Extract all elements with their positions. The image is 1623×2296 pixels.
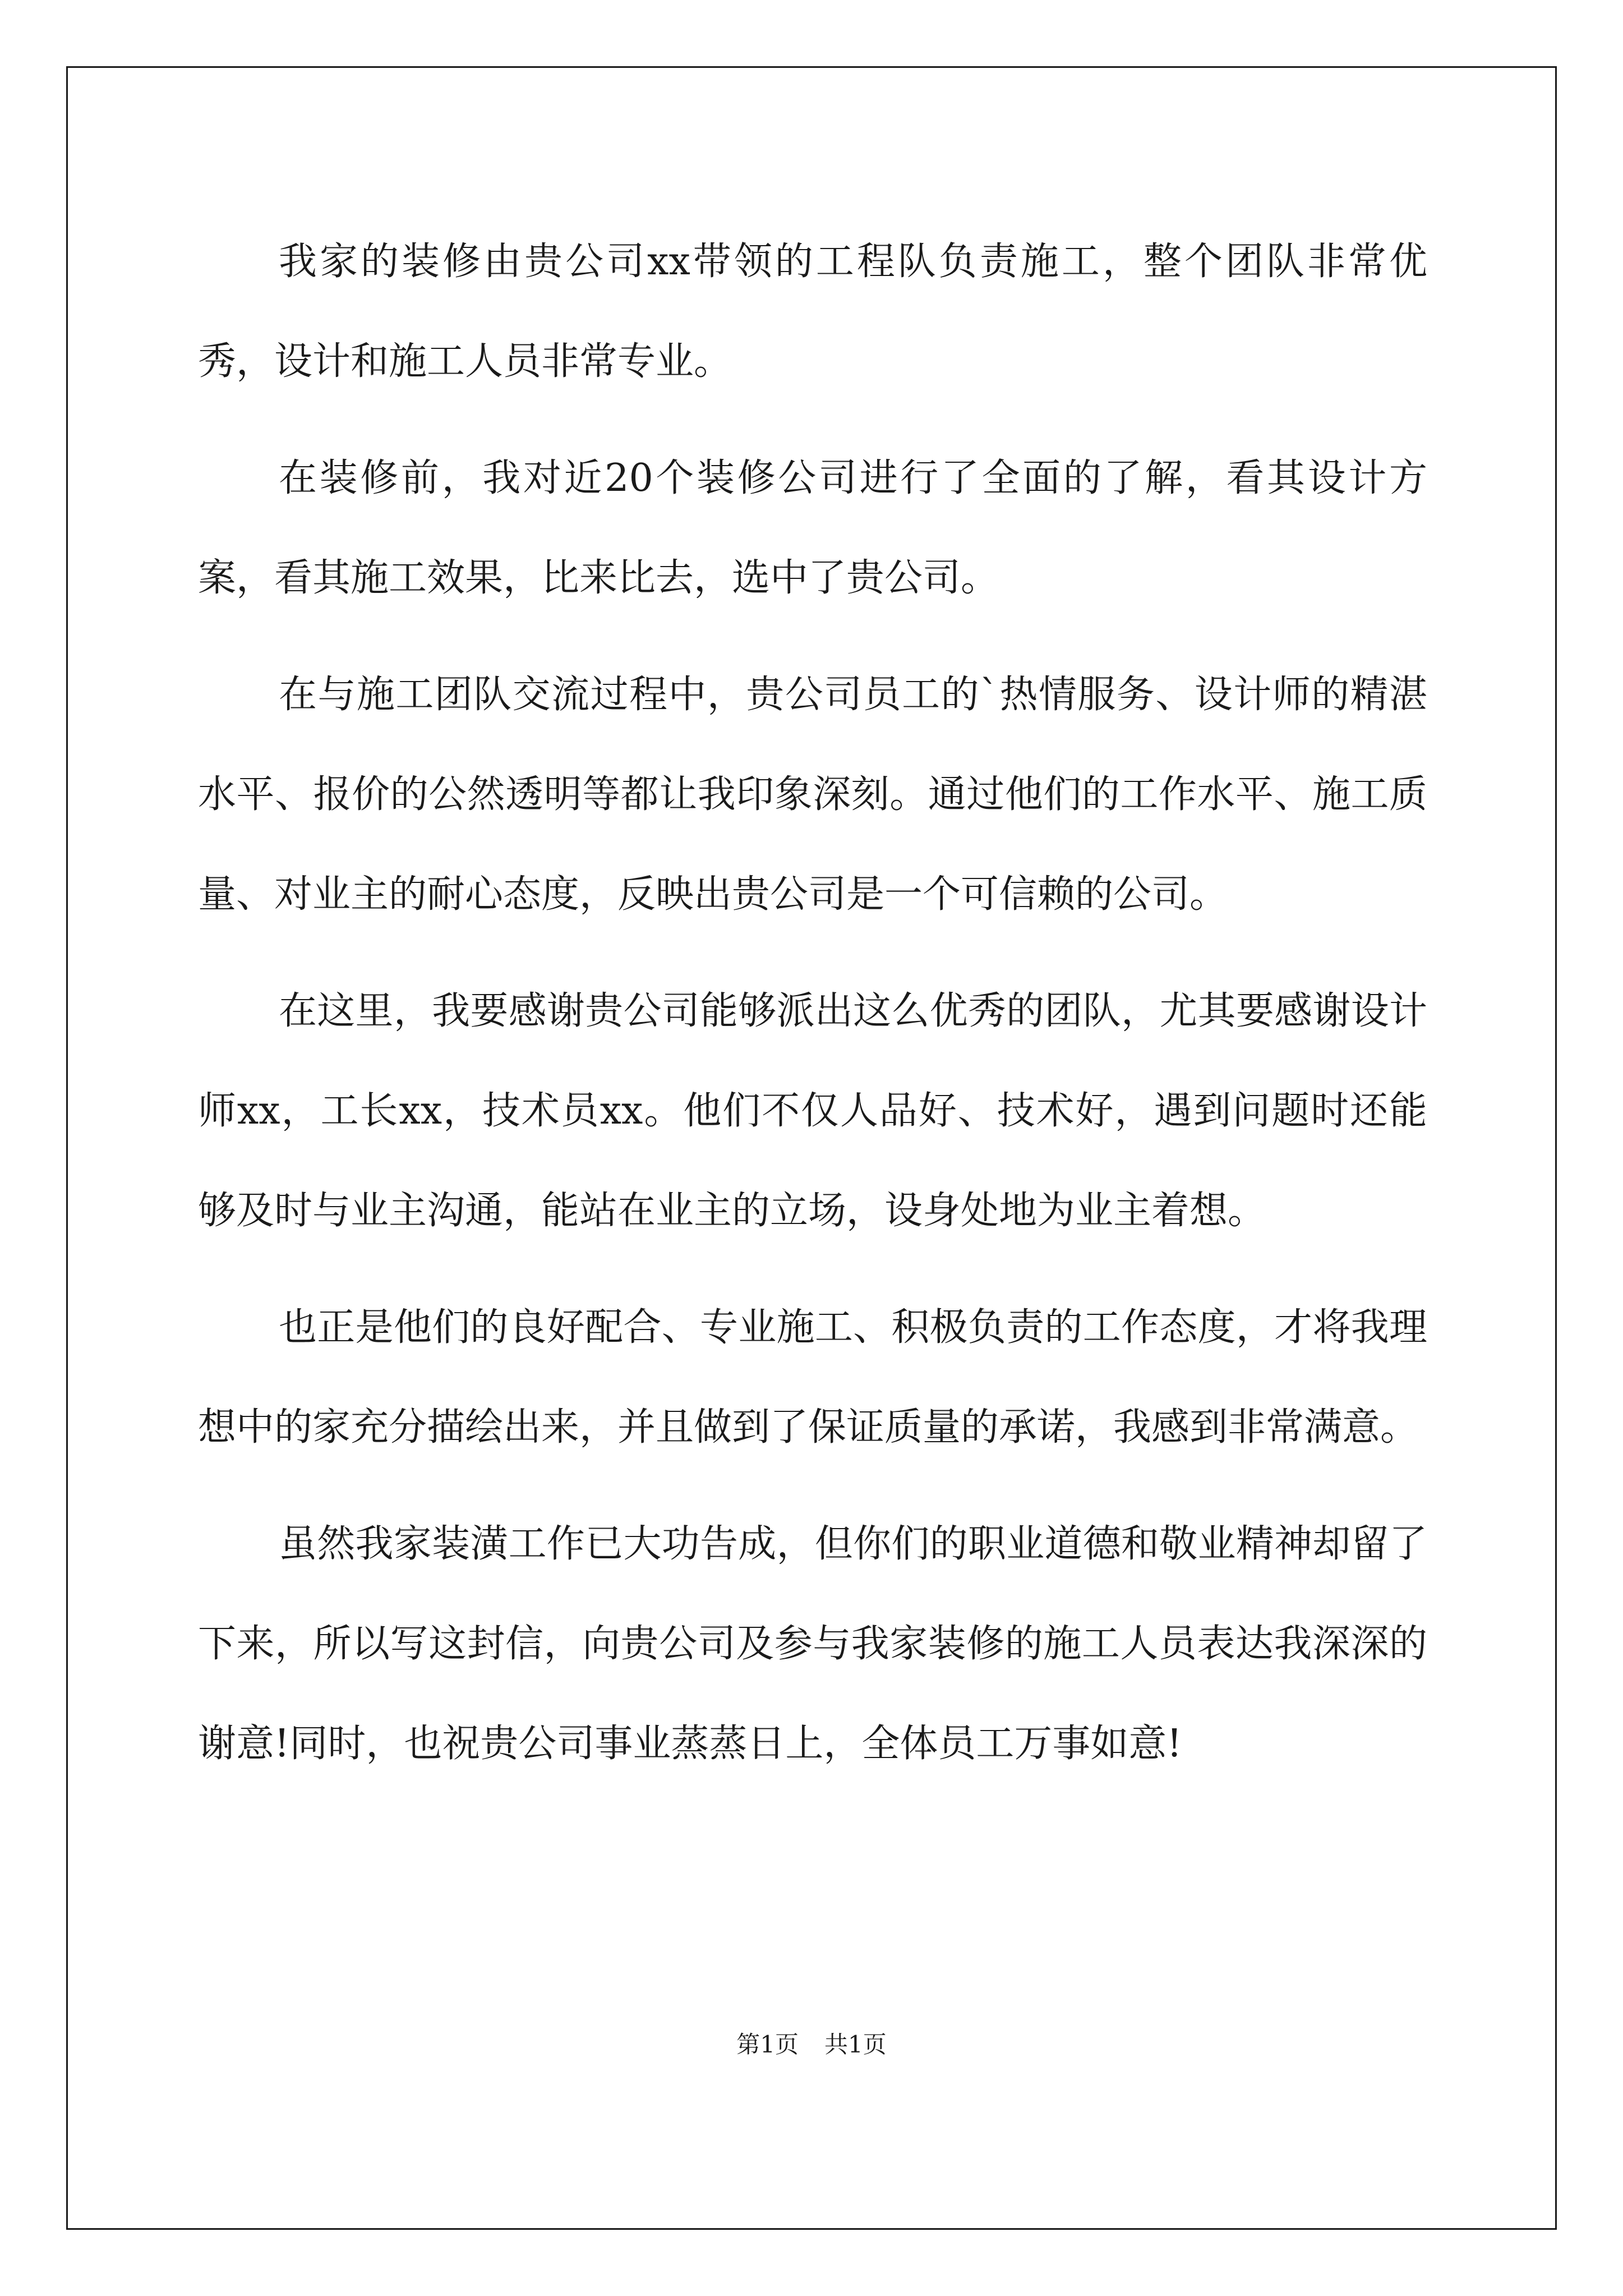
page-total: 共1页	[824, 2031, 887, 2058]
page-number: 第1页	[736, 2031, 799, 2058]
paragraph: 在装修前，我对近20个装修公司进行了全面的了解，看其设计方案，看其施工效果，比来比去，选中了贵公司。	[198, 456, 1427, 600]
letter-body	[198, 212, 1427, 1811]
paragraph: 我家的装修由贵公司xx带领的工程队负责施工，整个团队非常优秀，设计和施工人员非常专业。	[198, 240, 1427, 384]
page-footer	[0, 2026, 1623, 2060]
paragraph: 在与施工团队交流过程中，贵公司员工的`热情服务、设计师的精湛水平、报价的公然透明等都让我印象深刻。通过他们的工作水平、施工质量、对业主的耐心态度，反映出贵公司是一个可信赖的公司。	[198, 673, 1427, 917]
paragraph: 在这里，我要感谢贵公司能够派出这么优秀的团队，尤其要感谢设计师xx，工长xx，技术员xx。他们不仅人品好、技术好，遇到问题时还能够及时与业主沟通，能站在业主的立场，设身处地为业主着想。	[198, 989, 1427, 1233]
paragraph: 虽然我家装潢工作已大功告成，但你们的职业道德和敬业精神却留了下来，所以写这封信，向贵公司及参与我家装修的施工人员表达我深深的谢意!同时，也祝贵公司事业蒸蒸日上，全体员工万事如意!	[198, 1522, 1427, 1766]
paragraph: 也正是他们的良好配合、专业施工、积极负责的工作态度，才将我理想中的家充分描绘出来，并且做到了保证质量的承诺，我感到非常满意。	[198, 1305, 1427, 1450]
